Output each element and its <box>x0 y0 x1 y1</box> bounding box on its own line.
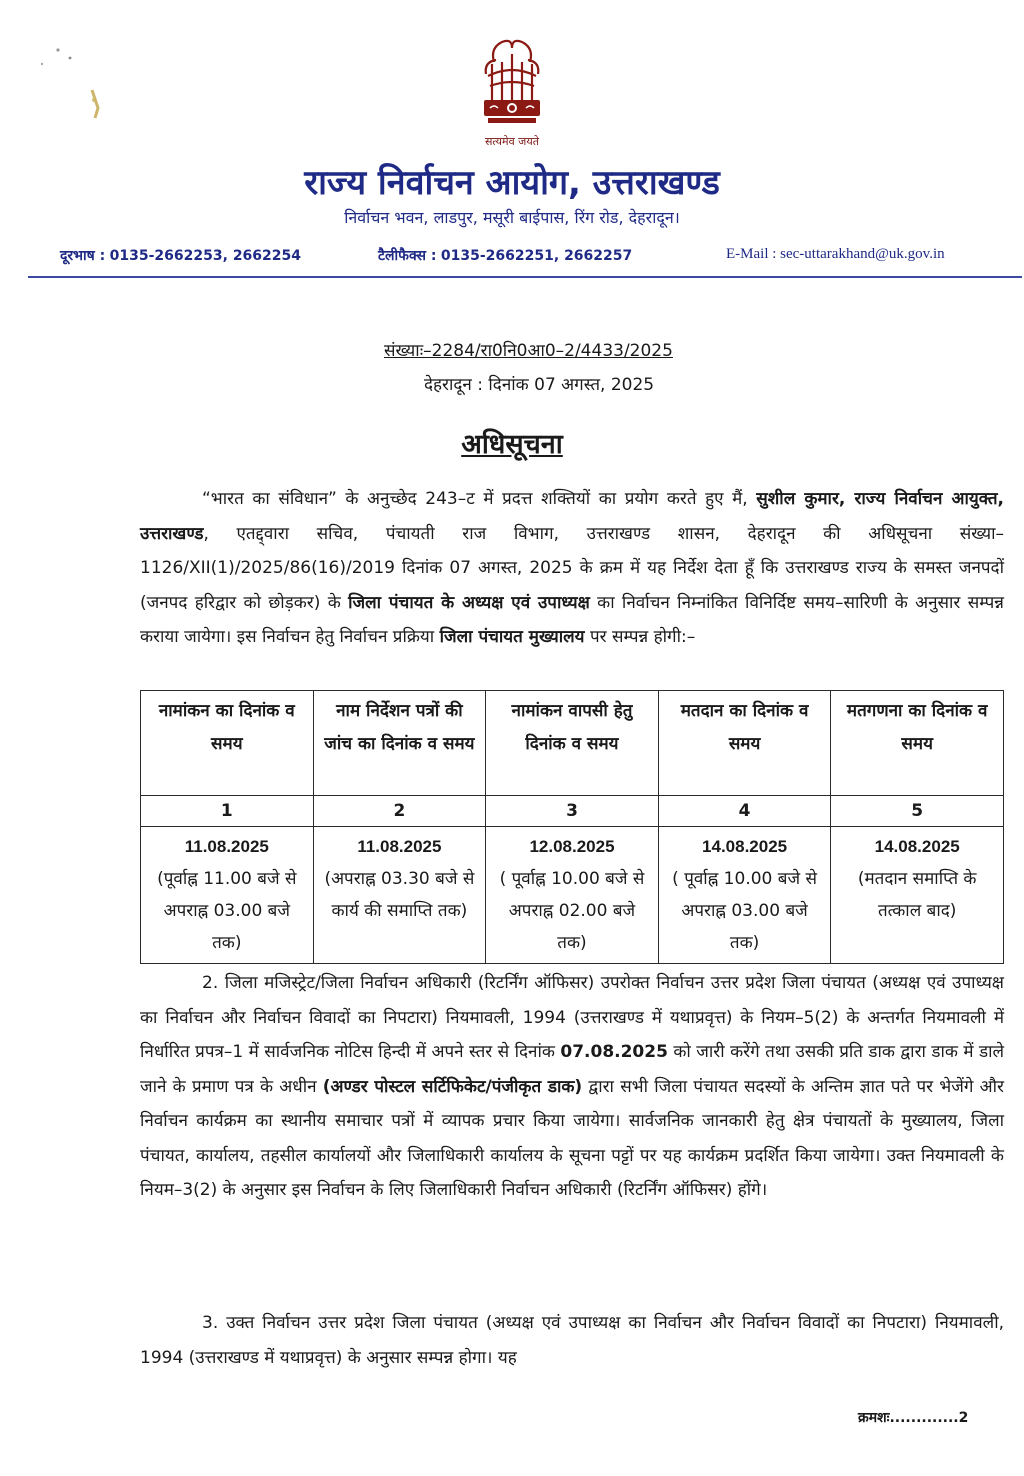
para1-text-2: , एतद्द्वारा सचिव, पंचायती राज विभाग, उत्तराखण्ड शासन, देहरादून की अधिसूचना संख्या–1126/XII(1)/2025/86(16)/2019 दिनांक 07 अगस्त, 2025 के क्रम में यह निर्देश देता हूँ कि उत्तराखण्ड राज्य के समस्त जनपदों (जनपद हरिद्वार को छोड़कर) के <box>140 523 1004 613</box>
column-number: 1 <box>141 796 314 827</box>
table-header: मतदान का दिनांक व समय <box>658 691 831 796</box>
table-header: नामांकन वापसी हेतु दिनांक व समय <box>486 691 659 796</box>
email-label: E-Mail : <box>726 246 777 262</box>
table-cell <box>658 827 831 964</box>
schedule-date: 14.08.2025 <box>874 837 960 856</box>
letterhead-divider <box>28 276 1022 278</box>
reference-number: संख्याः–2284/रा0नि0आ0–2/4433/2025 <box>384 341 673 361</box>
phone-label: दूरभाष : <box>60 248 106 264</box>
place-and-date: देहरादून : दिनांक 07 अगस्त, 2025 <box>424 375 655 395</box>
phone-contact <box>60 246 301 265</box>
schedule-time: ( पूर्वाह्न 10.00 बजे से अपराह्न 03.00 बजे तक) <box>672 869 817 953</box>
table-number-row <box>141 796 1004 827</box>
para2-text-3: द्वारा सभी जिला पंचायत सदस्यों के अन्तिम ज्ञात पते पर भेजेंगे और निर्वाचन कार्यक्रम का स्थानीय समाचार पत्रों में व्यापक प्रचार किया जायेगा। सार्वजनिक जानकारी हेतु क्षेत्र पंचायतों के मुख्यालय, जिला पंचायत, कार्यालय, तहसील कार्यालयों और जिलाधिकारी कार्यालय के सूचना पट्टों पर यह कार्यक्रम प्रदर्शित किया जायेगा। उक्त नियमावली के नियम–3(2) के अनुसार इस निर्वाचन के लिए जिलाधिकारी निर्वाचन अधिकारी (रिटर्निंग ऑफिसर) होंगे। <box>140 1076 1005 1200</box>
table-header: नाम निर्देशन पत्रों की जांच का दिनांक व समय <box>313 691 486 796</box>
column-number: 5 <box>831 796 1004 827</box>
column-number: 3 <box>486 796 659 827</box>
schedule-date: 12.08.2025 <box>529 837 615 856</box>
continued-marker: क्रमशः.............2 <box>858 1410 969 1426</box>
fax-number: 0135-2662251, 2662257 <box>440 248 633 264</box>
table-cell <box>313 827 486 964</box>
schedule-date: 11.08.2025 <box>184 837 269 856</box>
table-header: नामांकन का दिनांक व समय <box>141 691 314 796</box>
national-emblem-icon <box>472 34 552 134</box>
schedule-date: 14.08.2025 <box>702 837 788 856</box>
para1-text-1: “भारत का संविधान” के अनुच्छेद 243–ट में प्रदत्त शक्तियों का प्रयोग करते हुए मैं, <box>202 489 757 509</box>
para2-text-2: को जारी करेंगे तथा उसकी प्रति डाक द्वारा डाक में डाले जाने के प्रमाण पत्र के अधीन <box>140 1042 1004 1097</box>
scan-smudge <box>30 40 120 140</box>
schedule-time: (अपराह्न 03.30 बजे से कार्य की समाप्ति तक) <box>324 869 475 921</box>
para1-text-4: पर सम्पन्न होगी:– <box>584 627 696 647</box>
table-header: मतगणना का दिनांक व समय <box>831 691 1004 796</box>
email-contact <box>726 246 945 263</box>
table-cell <box>141 827 314 964</box>
organization-address: निर्वाचन भवन, लाडपुर, मसूरी बाईपास, रिंग रोड, देहरादून। <box>344 208 680 227</box>
table-cell <box>831 827 1004 964</box>
para2-text-1: 2. जिला मजिस्ट्रेट/जिला निर्वाचन अधिकारी (रिटर्निंग ऑफिसर) उपरोक्त निर्वाचन उत्तर प्रदेश जिला पंचायत (अध्यक्ष एवं उपाध्यक्ष का निर्वाचन और निर्वाचन विवादों का निपटारा) नियमावली, 1994 (उत्तराखण्ड में यथाप्रवृत्त) के नियम–5(2) के अन्तर्गत नियमावली में निर्धारित प्रपत्र–1 में सार्वजनिक नोटिस हिन्दी में अपने स्तर से दिनांक <box>140 973 1004 1062</box>
para2-bold-1: 07.08.2025 <box>560 1042 668 1062</box>
schedule-date: 11.08.2025 <box>357 837 442 856</box>
paragraph-1 <box>140 482 1004 655</box>
table-cell <box>486 827 659 964</box>
schedule-time: ( पूर्वाह्न 10.00 बजे से अपराह्न 02.00 बजे तक) <box>499 869 645 953</box>
para3-text-1: 3. उक्त निर्वाचन उत्तर प्रदेश जिला पंचायत (अध्यक्ष एवं उपाध्यक्ष का निर्वाचन और निर्वाचन विवादों का निपटारा) नियमावली, 1994 (उत्तराखण्ड में यथाप्रवृत्त) के अनुसार सम्पन्न होगा। यह <box>140 1313 1004 1368</box>
election-schedule-table <box>140 690 1004 964</box>
para1-bold-1: सुशील कुमार, राज्य निर्वाचन आयुक्त, उत्तराखण्ड <box>140 489 1004 544</box>
schedule-time: (पूर्वाह्न 11.00 बजे से अपराह्न 03.00 बजे तक) <box>157 869 297 953</box>
notification-title: अधिसूचना <box>461 429 563 460</box>
para2-bold-2: (अण्डर पोस्टल सर्टिफिकेट/पंजीकृत डाक) <box>322 1076 583 1097</box>
schedule-time: (मतदान समाप्ति के तत्काल बाद) <box>857 869 977 921</box>
column-number: 4 <box>658 796 831 827</box>
organization-name: राज्य निर्वाचन आयोग, उत्तराखण्ड <box>304 163 720 203</box>
email-address: sec-uttarakhand@uk.gov.in <box>780 246 945 262</box>
para1-bold-3: जिला पंचायत मुख्यालय <box>439 627 585 647</box>
fax-contact <box>378 246 632 265</box>
table-row <box>141 827 1004 964</box>
emblem-motto: सत्यमेव जयते <box>484 135 539 148</box>
fax-label: टैलीफैक्स : <box>378 248 437 264</box>
paragraph-3 <box>140 1306 1004 1375</box>
phone-number: 0135-2662253, 2662254 <box>109 248 302 264</box>
table-header-row <box>141 691 1004 796</box>
column-number: 2 <box>313 796 486 827</box>
paragraph-2 <box>140 966 1004 1208</box>
para1-bold-2: जिला पंचायत के अध्यक्ष एवं उपाध्यक्ष <box>348 592 590 613</box>
para1-text-3: का निर्वाचन निम्नांकित विनिर्दिष्ट समय–सारिणी के अनुसार सम्पन्न कराया जायेगा। इस निर्वाचन हेतु निर्वाचन प्रक्रिया <box>140 592 1004 647</box>
